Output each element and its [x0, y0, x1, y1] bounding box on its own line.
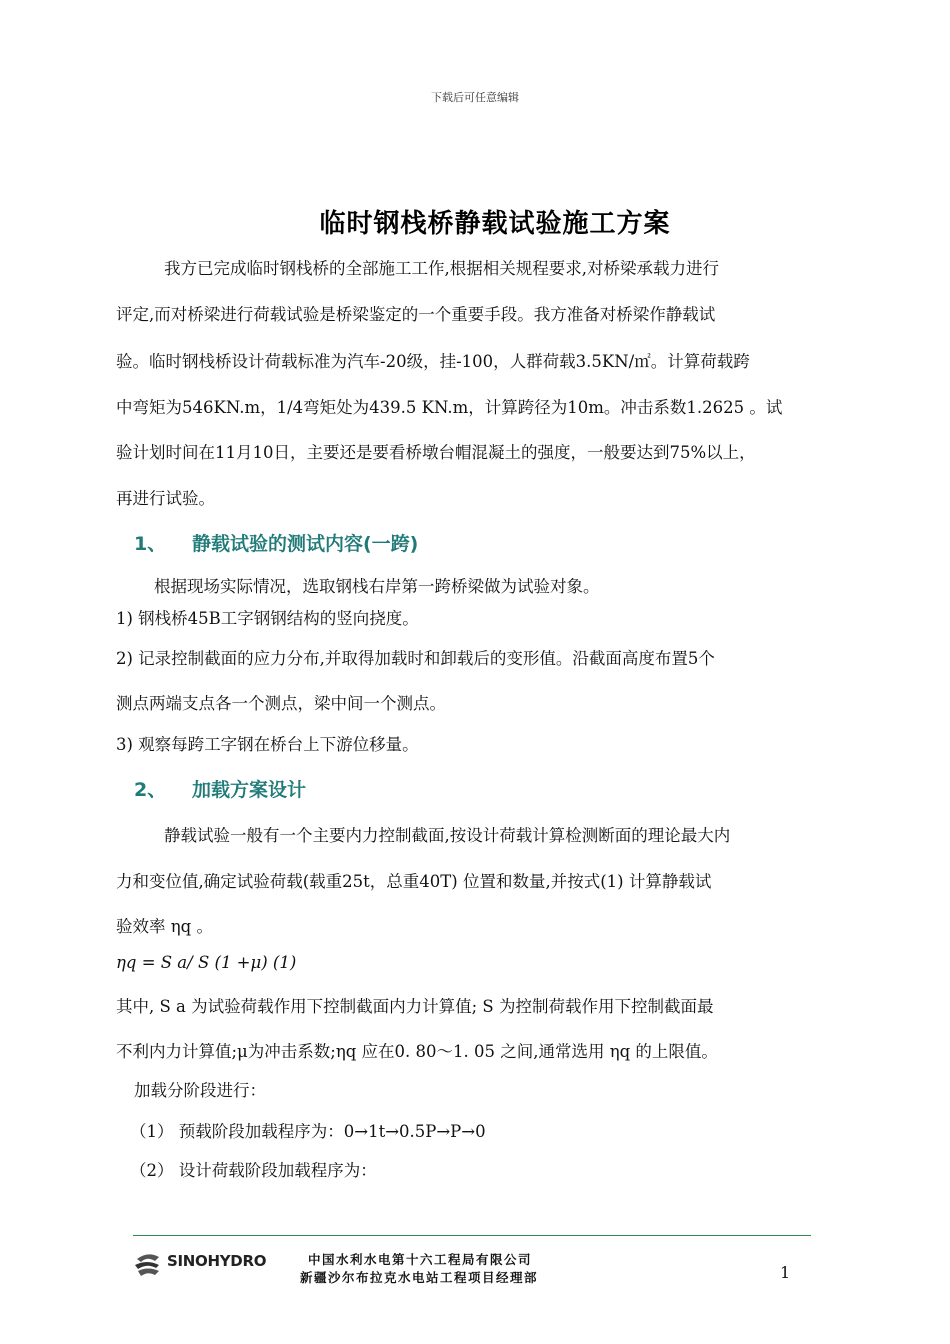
- intro-line: 我方已完成临时钢栈桥的全部施工工作,根据相关规程要求,对桥梁承载力进行: [164, 259, 719, 278]
- footer-org-line-2: 新疆沙尔布拉克水电站工程项目经理部: [300, 1270, 539, 1285]
- formula: ηq = S a/ S (1 +μ) (1): [116, 953, 297, 972]
- section-line: 3) 观察每跨工字钢在桥台上下游位移量。: [116, 735, 419, 754]
- section-line: 根据现场实际情况，选取钢栈右岸第一跨桥梁做为试验对象。: [154, 577, 600, 596]
- section-line: 不利内力计算值;μ为冲击系数;ηq 应在0. 80～1. 05 之间,通常选用 ηq 的上限值。: [116, 1042, 718, 1061]
- section-line: 力和变位值,确定试验荷载(载重25t，总重40T) 位置和数量,并按式(1) 计算静载试: [116, 872, 712, 891]
- section-number: 1、: [134, 533, 167, 555]
- section-title: 加载方案设计: [192, 779, 307, 801]
- footer-rule: [133, 1235, 811, 1236]
- footer-org-line-1: 中国水利水电第十六工程局有限公司: [308, 1252, 533, 1267]
- intro-line: 验。临时钢栈桥设计荷载标准为汽车-20级，挂-100，人群荷载3.5KN/㎡。计算荷载跨: [116, 352, 750, 371]
- section-heading-1: [134, 529, 418, 556]
- sinohydro-logo: [133, 1249, 273, 1279]
- intro-line: 中弯矩为546KN.m，1/4弯矩处为439.5 KN.m，计算跨径为10m。冲击系数1.2625 。试: [116, 398, 783, 417]
- section-line: 静载试验一般有一个主要内力控制截面,按设计荷载计算检测断面的理论最大内: [164, 826, 731, 845]
- section-line: （1） 预载阶段加载程序为：0→1t→0.5P→P→0: [130, 1122, 486, 1141]
- intro-line: 再进行试验。: [116, 489, 215, 508]
- section-line: 验效率 ηq 。: [116, 917, 213, 936]
- section-line: 加载分阶段进行：: [134, 1081, 266, 1100]
- intro-line: 验计划时间在11月10日，主要还是要看桥墩台帽混凝土的强度，一般要达到75%以上，: [116, 443, 756, 462]
- intro-line: 评定,而对桥梁进行荷载试验是桥梁鉴定的一个重要手段。我方准备对桥梁作静载试: [116, 305, 716, 324]
- section-title: 静载试验的测试内容(一跨): [192, 533, 419, 555]
- document-title: 临时钢栈桥静载试验施工方案: [319, 209, 671, 239]
- page-number: 1: [780, 1263, 791, 1282]
- section-heading-2: [134, 775, 306, 802]
- section-line: （2） 设计荷载阶段加载程序为：: [130, 1161, 377, 1180]
- section-line: 测点两端支点各一个测点，梁中间一个测点。: [116, 694, 446, 713]
- section-line: 其中, S a 为试验荷载作用下控制截面内力计算值; S 为控制荷载作用下控制截面最: [116, 997, 714, 1016]
- section-line: 1) 钢栈桥45B工字钢钢结构的竖向挠度。: [116, 609, 419, 628]
- section-line: 2) 记录控制截面的应力分布,并取得加载时和卸载后的变形值。沿截面高度布置5个: [116, 649, 715, 668]
- sinohydro-emblem-icon: [133, 1249, 163, 1279]
- header-note: 下载后可任意编辑: [431, 91, 519, 104]
- section-number: 2、: [134, 779, 167, 801]
- logo-text: SINOHYDRO: [167, 1252, 267, 1270]
